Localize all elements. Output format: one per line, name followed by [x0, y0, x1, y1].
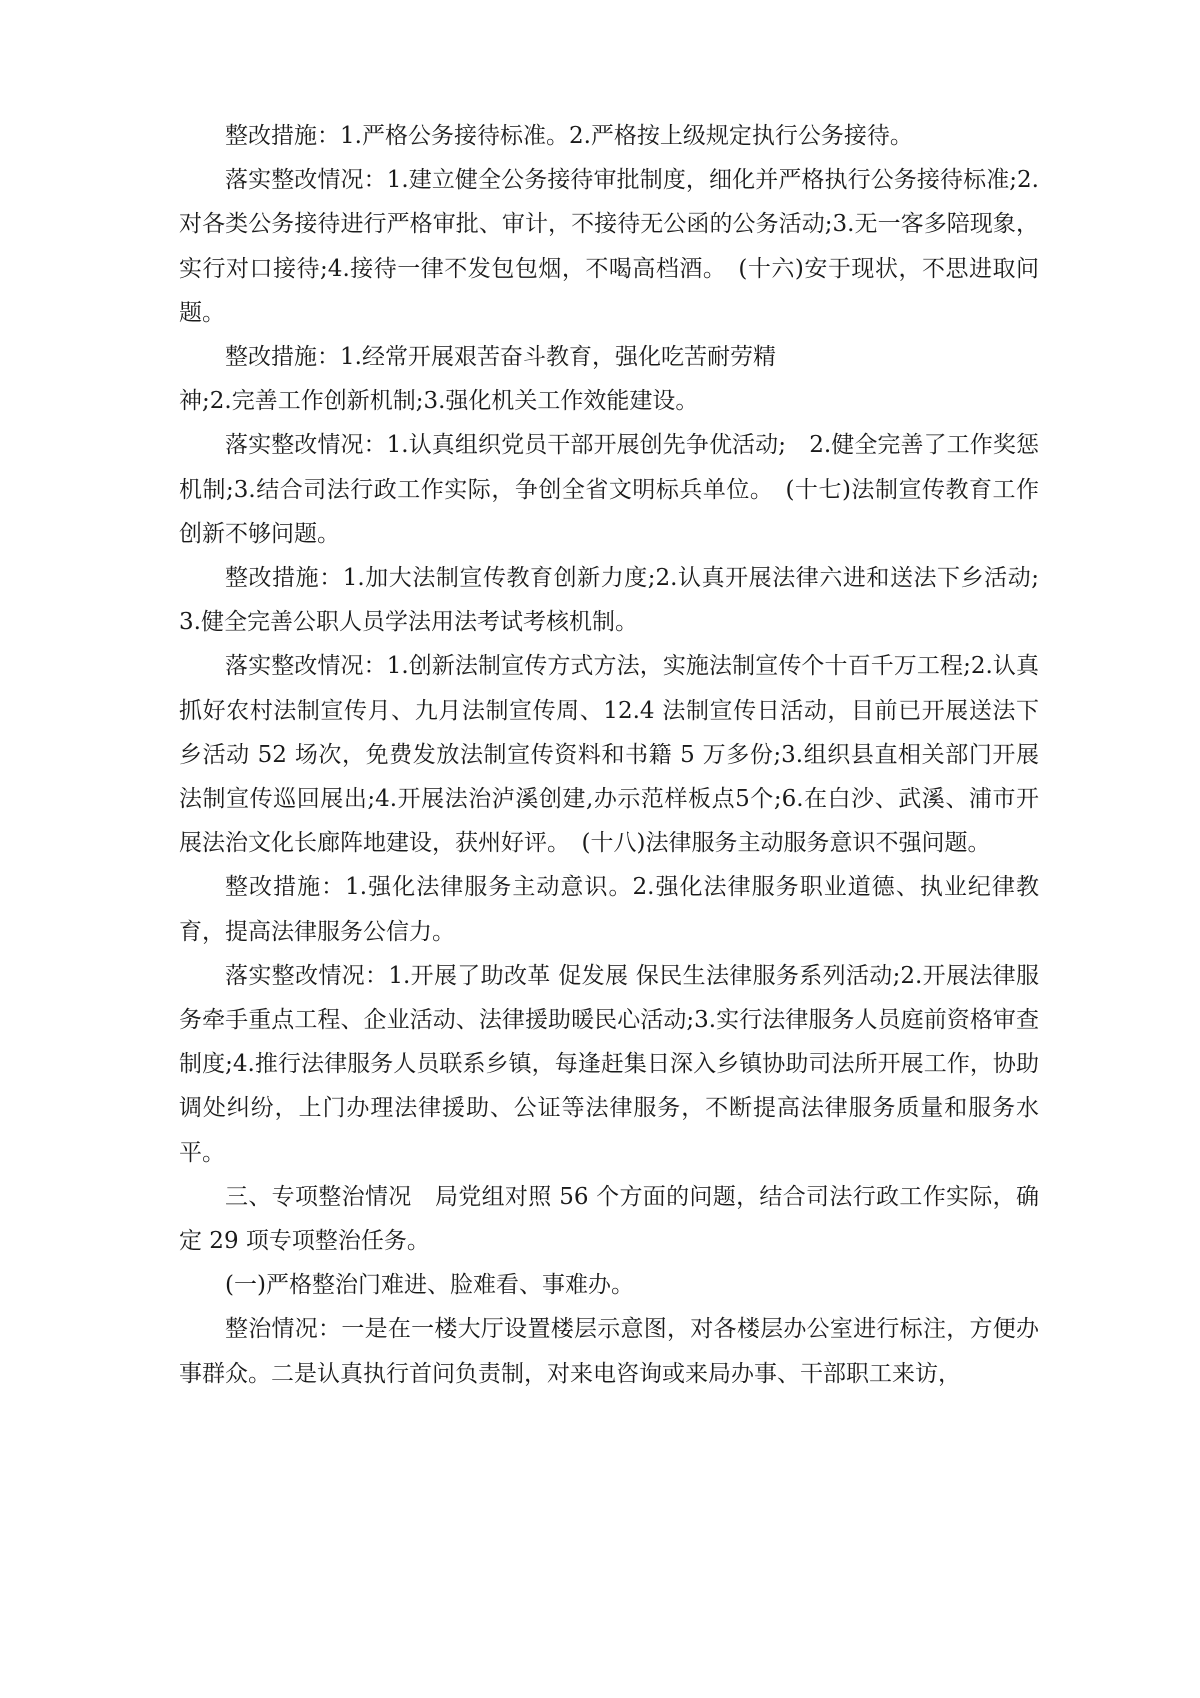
paragraph-legal-service-measures: 整改措施：1.强化法律服务主动意识。2.强化法律服务职业道德、执业纪律教育，提高法律服务公信力。 [179, 874, 1039, 945]
paragraph-reception-measures: 整改措施：1.严格公务接待标准。2.严格按上级规定执行公务接待。 [225, 123, 913, 149]
paragraph-special-rectification-heading: 三、专项整治情况 局党组对照 56 个方面的问题，结合司法行政工作实际，确定 29 项专项整治任务。 [179, 1183, 1039, 1255]
paragraph-complacency-implementation: 落实整改情况：1.认真组织党员干部开展创先争优活动; 2.健全完善了工作奖惩机制;3.结合司法行政工作实际，争创全省文明标兵单位。 (十七)法制宣传教育工作创新不够问题。 [179, 432, 1039, 547]
paragraph-complacency-measures-continued: 神;2.完善工作创新机制;3.强化机关工作效能建设。 [179, 388, 699, 415]
paragraph-legal-publicity-implementation: 落实整改情况：1.创新法制宣传方式方法，实施法制宣传个十百千万工程;2.认真抓好农村法制宣传月、九月法制宣传周、12.4 法制宣传日活动，目前已开展送法下乡活动 52 场次，免费发放法制宣传资料和书籍 5 万多份;3.组织县直相关部门开展法制宣传巡回展出;4.开展法治泸溪创建,办示范样板点5个;6.在白沙、武溪、浦市开展法治文化长廊阵地建设，获州好评。 (十八)法律服务主动服务意识不强问题。 [179, 653, 1039, 857]
paragraph-complacency-measures: 整改措施：1.经常开展艰苦奋斗教育，强化吃苦耐劳精 [225, 344, 776, 371]
paragraph-legal-service-implementation: 落实整改情况：1.开展了助改革 促发展 保民生法律服务系列活动;2.开展法律服务牵手重点工程、企业活动、法律援助暖民心活动;3.实行法律服务人员庭前资格审查制度;4.推行法律服务人员联系乡镇，每逢赶集日深入乡镇协助司法所开展工作，协助调处纠纷，上门办理法律援助、公证等法律服务，不断提高法律服务质量和服务水平。 [179, 962, 1039, 1166]
paragraph-reception-implementation: 落实整改情况：1.建立健全公务接待审批制度，细化并严格执行公务接待标准;2.对各类公务接待进行严格审批、审计，不接待无公函的公务活动;3.无一客多陪现象，实行对口接待;4.接待一律不发包包烟，不喝高档酒。 (十六)安于现状，不思进取问题。 [179, 167, 1039, 326]
document-body [179, 114, 1039, 1396]
paragraph-special-rectification-item-1: (一)严格整治门难进、脸难看、事难办。 [225, 1272, 634, 1299]
paragraph-rectification-status: 整治情况：一是在一楼大厅设置楼层示意图，对各楼层办公室进行标注，方便办事群众。二是认真执行首问负责制，对来电咨询或来局办事、干部职工来访， [179, 1316, 1039, 1387]
paragraph-legal-publicity-measures: 整改措施：1.加大法制宣传教育创新力度;2.认真开展法律六进和送法下乡活动;3.健全完善公职人员学法用法考试考核机制。 [179, 565, 1039, 636]
